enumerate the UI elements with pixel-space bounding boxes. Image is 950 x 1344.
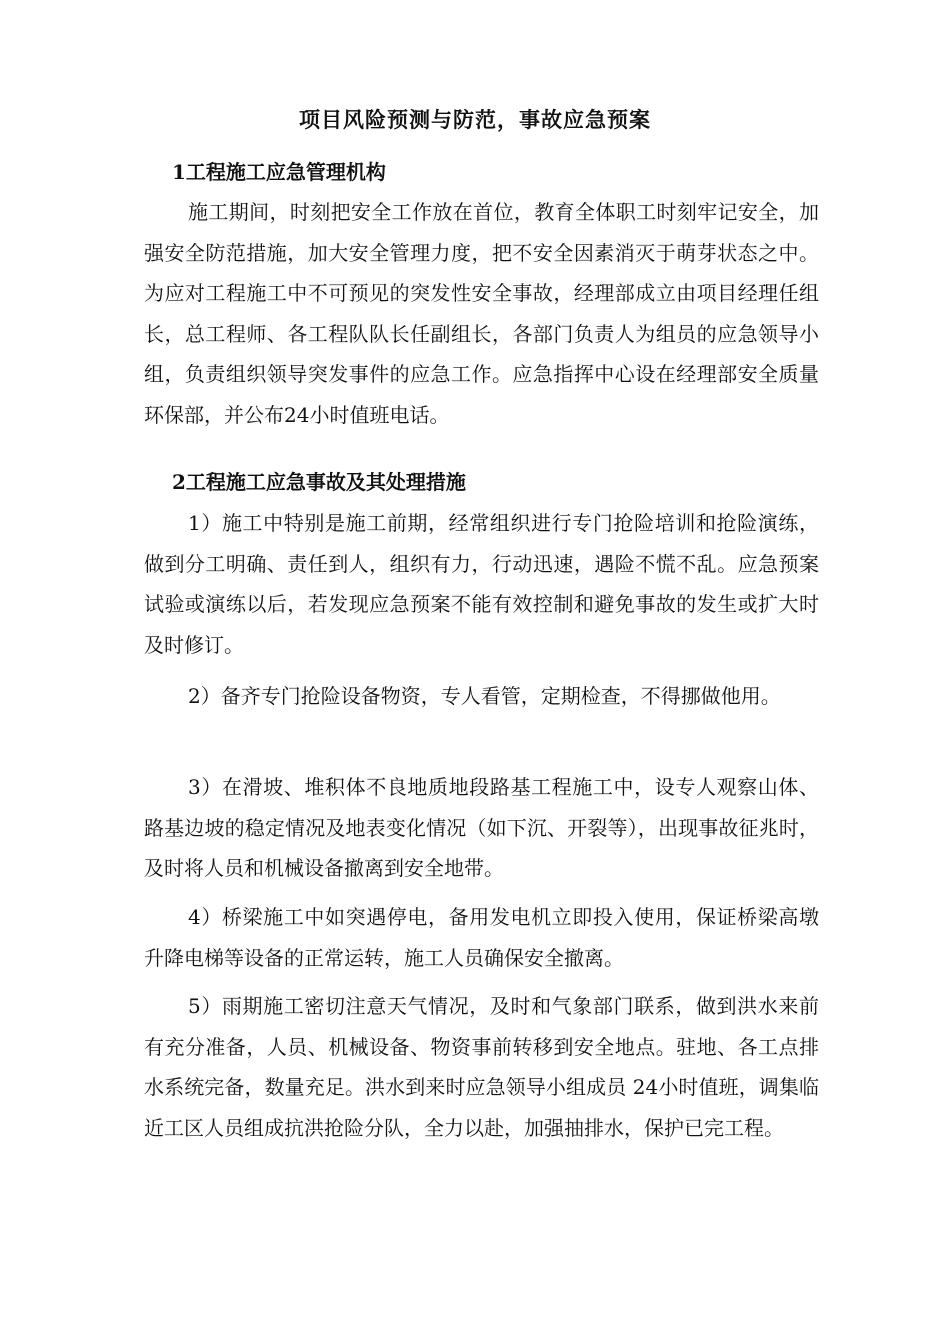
measure-paragraph-4: 4）桥梁施工中如突遇停电，备用发电机立即投入使用，保证桥梁高墩升降电梯等设备的正常运转，施工人员确保安全撤离。	[144, 905, 819, 970]
measure-paragraph-1: 1）施工中特别是施工前期，经常组织进行专门抢险培训和抢险演练，做到分工明确、责任到人，组织有力，行动迅速，遇险不慌不乱。应急预案试验或演练以后，若发现应急预案不能有效控制和避免事故的发生或扩大时及时修订。	[144, 511, 819, 657]
measure-paragraph-2: 2）备齐专门抢险设备物资，专人看管，定期检查，不得挪做他用。	[188, 684, 781, 708]
section-1-paragraph: 施工期间，时刻把安全工作放在首位，教育全体职工时刻牢记安全，加强安全防范措施，加大安全管理力度，把不安全因素消灭于萌芽状态之中。为应对工程施工中不可预见的突发性安全事故，经理部成立由项目经理任组长，总工程师、各工程队队长任副组长，各部门负责人为组员的应急领导小组，负责组织领导突发事件的应急工作。应急指挥中心设在经理部安全质量环保部，并公布24小时值班电话。	[144, 200, 819, 427]
section-heading-1: 1工程施工应急管理机构	[172, 160, 386, 184]
section-heading-2: 2工程施工应急事故及其处理措施	[172, 470, 466, 494]
document-title: 项目风险预测与防范，事故应急预案	[299, 107, 651, 132]
measure-paragraph-3: 3）在滑坡、堆积体不良地质地段路基工程施工中，设专人观察山体、路基边坡的稳定情况及地表变化情况（如下沉、开裂等），出现事故征兆时，及时将人员和机械设备撤离到安全地带。	[144, 775, 819, 880]
measure-paragraph-5: 5）雨期施工密切注意天气情况，及时和气象部门联系，做到洪水来前有充分准备，人员、机械设备、物资事前转移到安全地点。驻地、各工点排水系统完备，数量充足。洪水到来时应急领导小组成员 24小时值班，调集临近工区人员组成抗洪抢险分队，全力以赴，加强抽排水，保护已完工程。	[144, 994, 819, 1140]
